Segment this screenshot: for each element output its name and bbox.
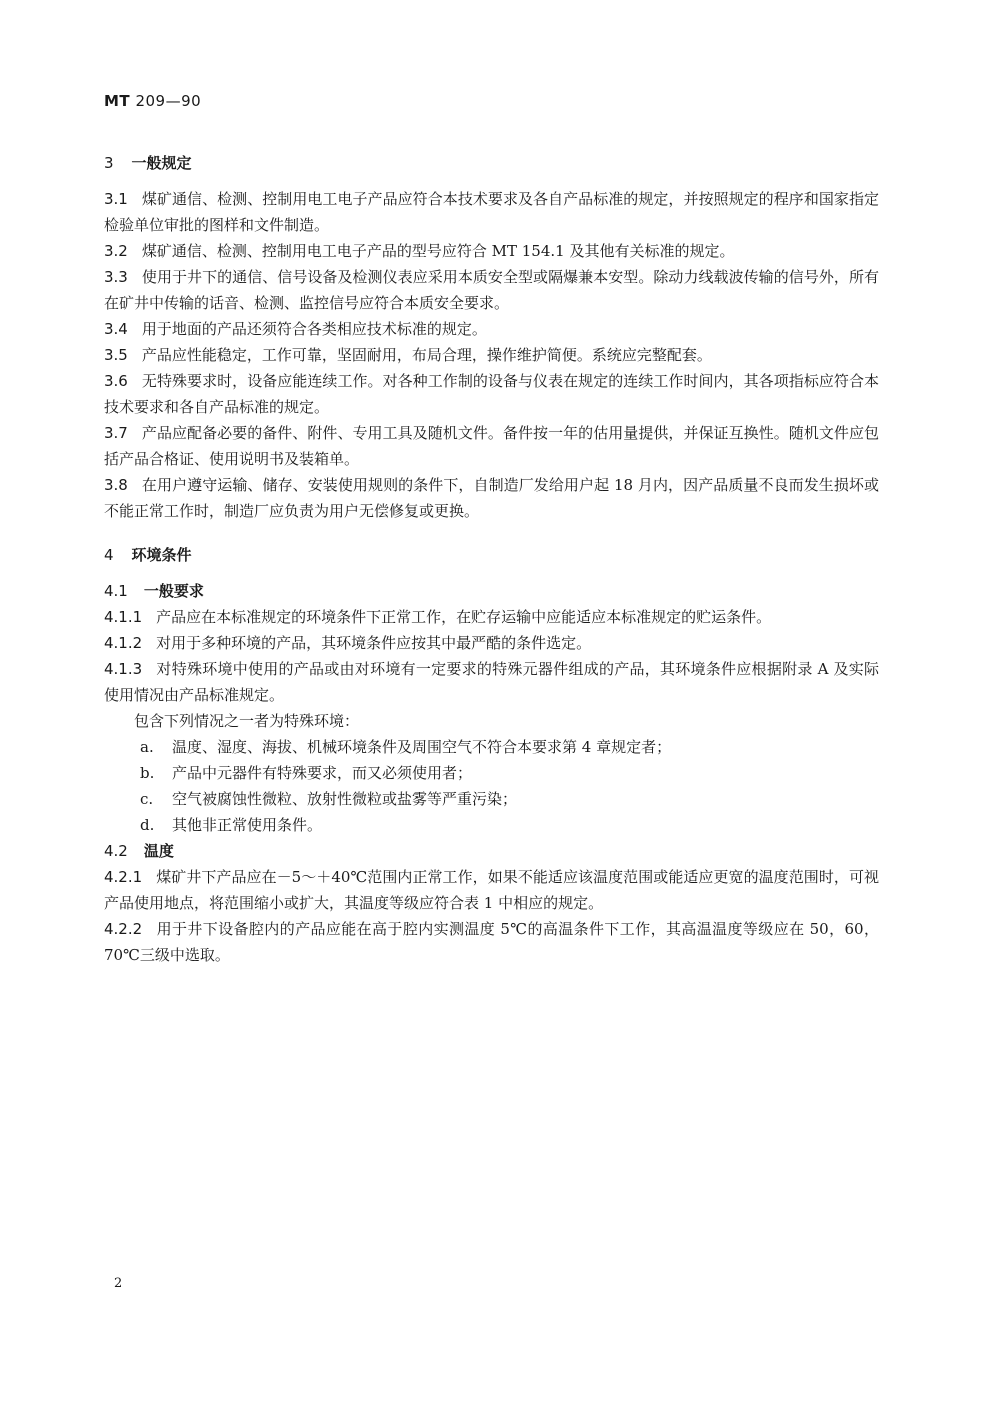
subsection-title-text: 温度 [143, 842, 174, 860]
clause-number: 3.2 [104, 242, 128, 260]
clause-number: 3.1 [104, 190, 128, 208]
subsection-number: 4.2 [104, 842, 128, 860]
clause-number: 4.1.1 [104, 608, 143, 626]
document-body [104, 150, 879, 968]
clause-3-7 [104, 420, 879, 472]
list-text: 温度、湿度、海拔、机械环境条件及周围空气不符合本要求第 4 章规定者； [172, 738, 672, 756]
clause-4-1-3 [104, 656, 879, 708]
clause-text: 使用于井下的通信、信号设备及检测仪表应采用本质安全型或隔爆兼本安型。除动力线载波传输的信号外，所有在矿井中传输的话音、检测、监控信号应符合本质安全要求。 [104, 268, 879, 312]
clause-3-8 [104, 472, 879, 524]
clause-text: 在用户遵守运输、储存、安装使用规则的条件下，自制造厂发给用户起 18 月内，因产品质量不良而发生损坏或不能正常工作时，制造厂应负责为用户无偿修复或更换。 [104, 476, 879, 520]
subsection-4-2-title [104, 838, 879, 864]
list-marker: d. [140, 816, 155, 834]
list-text: 产品中元器件有特殊要求，而又必须使用者； [172, 764, 473, 782]
clause-number: 3.6 [104, 372, 128, 390]
clause-3-2 [104, 238, 879, 264]
clause-4-1-2 [104, 630, 879, 656]
list-text: 空气被腐蚀性微粒、放射性微粒或盐雾等严重污染； [172, 790, 518, 808]
section-4-title [104, 542, 879, 568]
clause-3-6 [104, 368, 879, 420]
clause-number: 4.1.2 [104, 634, 143, 652]
clause-text: 产品应配备必要的备件、附件、专用工具及随机文件。备件按一年的估用量提供，并保证互换性。随机文件应包括产品合格证、使用说明书及装箱单。 [104, 424, 879, 468]
page-header [104, 92, 201, 110]
page-number: 2 [114, 1276, 123, 1291]
clause-text: 煤矿通信、检测、控制用电工电子产品应符合本技术要求及各自产品标准的规定，并按照规定的程序和国家指定检验单位审批的图样和文件制造。 [104, 190, 879, 234]
clause-3-3 [104, 264, 879, 316]
clause-text: 对特殊环境中使用的产品或由对环境有一定要求的特殊元器件组成的产品，其环境条件应根据附录 A 及实际使用情况由产品标准规定。 [104, 660, 879, 704]
section-number: 3 [104, 154, 114, 172]
clause-text: 用于井下设备腔内的产品应能在高于腔内实测温度 5℃的高温条件下工作，其高温温度等级应在 50，60，70℃三级中选取。 [104, 920, 879, 964]
standard-number: 209—90 [135, 92, 202, 110]
clause-text: 煤矿井下产品应在－5～＋40℃范围内正常工作，如果不能适应该温度范围或能适应更宽的温度范围时，可视产品使用地点，将范围缩小或扩大，其温度等级应符合表 1 中相应的规定。 [104, 868, 879, 912]
subsection-4-1-title [104, 578, 879, 604]
clause-3-1 [104, 186, 879, 238]
list-item [104, 812, 879, 838]
clause-4-1-1 [104, 604, 879, 630]
clause-text: 产品应在本标准规定的环境条件下正常工作，在贮存运输中应能适应本标准规定的贮运条件。 [156, 608, 772, 626]
section-3-title [104, 150, 879, 176]
section-number: 4 [104, 546, 114, 564]
subsection-number: 4.1 [104, 582, 128, 600]
clause-text: 煤矿通信、检测、控制用电工电子产品的型号应符合 MT 154.1 及其他有关标准的规定。 [141, 242, 735, 260]
clause-3-5 [104, 342, 879, 368]
clause-number: 3.8 [104, 476, 128, 494]
clause-text: 对用于多种环境的产品，其环境条件应按其中最严酷的条件选定。 [156, 634, 592, 652]
clause-4-2-1 [104, 864, 879, 916]
list-marker: a. [140, 738, 154, 756]
clause-number: 3.3 [104, 268, 128, 286]
section-title-text: 环境条件 [131, 546, 192, 564]
clause-number: 4.1.3 [104, 660, 143, 678]
list-text: 其他非正常使用条件。 [172, 816, 323, 834]
section-title-text: 一般规定 [131, 154, 192, 172]
list-marker: b. [140, 764, 155, 782]
list-marker: c. [140, 790, 154, 808]
clause-number: 4.2.1 [104, 868, 143, 886]
list-item [104, 734, 879, 760]
clause-text: 用于地面的产品还须符合各类相应技术标准的规定。 [141, 320, 487, 338]
special-env-intro: 包含下列情况之一者为特殊环境： [134, 712, 360, 730]
clause-text: 产品应性能稳定，工作可靠，坚固耐用，布局合理，操作维护简便。系统应完整配套。 [141, 346, 712, 364]
list-item [104, 760, 879, 786]
clause-text: 无特殊要求时，设备应能连续工作。对各种工作制的设备与仪表在规定的连续工作时间内，其各项指标应符合本技术要求和各自产品标准的规定。 [104, 372, 879, 416]
clause-number: 3.7 [104, 424, 128, 442]
clause-3-4 [104, 316, 879, 342]
list-item [104, 786, 879, 812]
clause-number: 3.5 [104, 346, 128, 364]
clause-number: 4.2.2 [104, 920, 143, 938]
clause-4-2-2 [104, 916, 879, 968]
clause-number: 3.4 [104, 320, 128, 338]
standard-code: MT [104, 92, 131, 110]
subsection-title-text: 一般要求 [143, 582, 204, 600]
